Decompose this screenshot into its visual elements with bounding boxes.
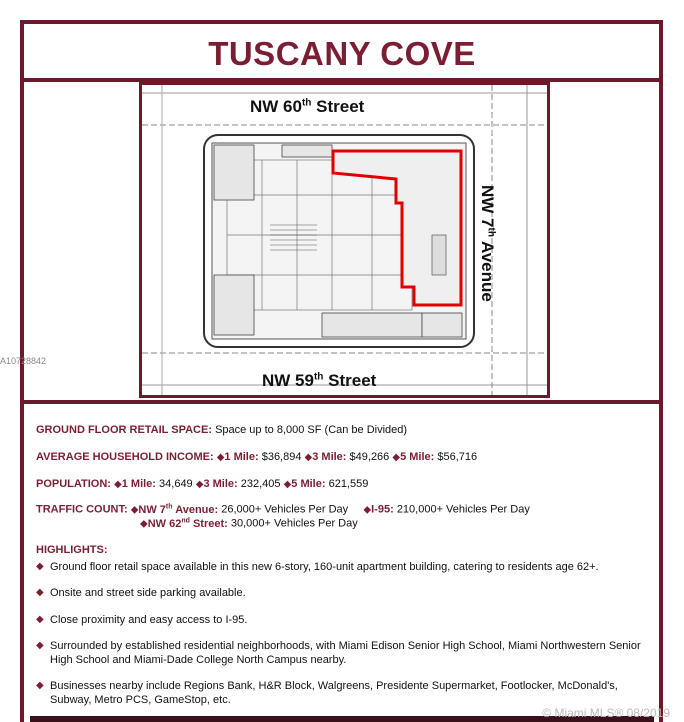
ground-floor-row <box>36 424 407 436</box>
diamond-icon: ◆ <box>36 587 44 598</box>
highlight-item: ◆ Ground floor retail space available in this new 6-story, 160-unit apartment building, catering to residents age 62+. <box>36 561 599 573</box>
highlight-item: ◆ Onsite and street side parking available. <box>36 587 246 599</box>
diamond-icon: ◆ <box>130 504 139 516</box>
population-value-3: 232,405 <box>240 478 281 490</box>
street-label-nw-60th: NW 60th Street <box>250 97 365 116</box>
traffic-i95-label: I-95: <box>371 503 394 516</box>
population-row <box>36 478 368 490</box>
mls-watermark: © Miami MLS® 08/2019 <box>542 706 670 720</box>
income-radius-3: 3 Mile: <box>312 451 347 463</box>
income-value-5: $56,716 <box>437 451 478 463</box>
street-label-nw-59th: NW 59th Street <box>262 371 377 390</box>
diamond-icon: ◆ <box>36 614 44 625</box>
diamond-icon: ◆ <box>392 452 401 463</box>
income-value-3: $49,266 <box>349 451 390 463</box>
population-value-5: 621,559 <box>328 478 369 490</box>
traffic-nw7-label: NW 7th Avenue: <box>138 503 219 516</box>
diamond-icon: ◆ <box>363 504 372 516</box>
diamond-icon: ◆ <box>36 561 44 572</box>
income-label: AVERAGE HOUSEHOLD INCOME: <box>36 451 214 463</box>
population-radius-1: 1 Mile: <box>121 478 156 490</box>
highlight-item: ◆ Businesses nearby include Regions Bank, H&R Block, Walgreens, Presidente Supermarket, Footlocker, McDonald's, Subway, Metro PCS, GameStop, etc. <box>36 680 618 706</box>
income-radius-5: 5 Mile: <box>400 451 435 463</box>
street-label-nw-7th-avenue: NW 7th Avenue <box>478 185 497 302</box>
diamond-icon: ◆ <box>216 452 225 463</box>
population-value-1: 34,649 <box>159 478 193 490</box>
traffic-i95-value: 210,000+ Vehicles Per Day <box>396 503 530 516</box>
diamond-icon: ◆ <box>114 479 122 490</box>
ground-floor-value: Space up to 8,000 SF (Can be Divided) <box>215 424 408 436</box>
traffic-row-2 <box>140 517 358 530</box>
ground-floor-label: GROUND FLOOR RETAIL SPACE: <box>36 424 212 436</box>
plan-divider <box>24 400 659 404</box>
highlight-item: ◆ Surrounded by established residential neighborhoods, with Miami Edison Senior High School, Miami Northwestern Senior High School and Miami-Dade College North Campus nearby. <box>36 640 641 666</box>
income-row <box>36 451 477 463</box>
population-label: POPULATION: <box>36 478 111 490</box>
income-value-1: $36,894 <box>261 451 302 463</box>
diamond-icon: ◆ <box>195 479 204 490</box>
traffic-nw62-value: 30,000+ Vehicles Per Day <box>230 517 358 530</box>
traffic-nw62-label: NW 62nd Street: <box>147 517 228 530</box>
traffic-nw7-value: 26,000+ Vehicles Per Day <box>221 503 349 516</box>
traffic-label: TRAFFIC COUNT: <box>36 503 128 516</box>
diamond-icon: ◆ <box>304 452 313 463</box>
population-radius-5: 5 Mile: <box>291 478 326 490</box>
diamond-icon: ◆ <box>140 518 148 530</box>
diamond-icon: ◆ <box>36 640 44 651</box>
diamond-icon: ◆ <box>36 680 44 691</box>
highlights-heading: HIGHLIGHTS: <box>36 544 108 556</box>
population-radius-3: 3 Mile: <box>203 478 238 490</box>
property-title: TUSCANY COVE <box>208 35 476 72</box>
highlight-item: ◆ Close proximity and easy access to I-95. <box>36 614 248 626</box>
income-radius-1: 1 Mile: <box>224 451 259 463</box>
diamond-icon: ◆ <box>283 479 292 490</box>
traffic-row <box>36 503 530 516</box>
listing-id-watermark: A10728842 <box>0 356 47 366</box>
